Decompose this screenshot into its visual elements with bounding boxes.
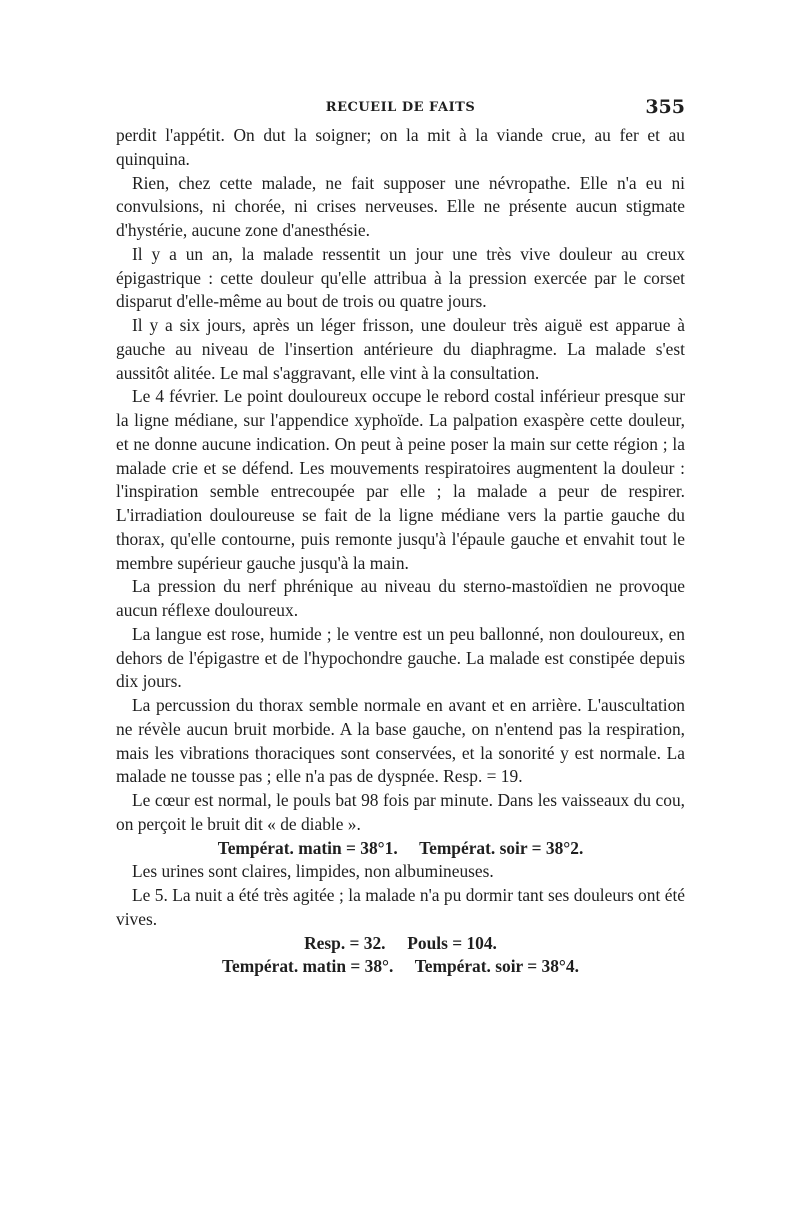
paragraph: Le cœur est normal, le pouls bat 98 fois par minute. Dans les vaisseaux du cou, on perçoit le bruit dit « de diable ». — [116, 790, 685, 834]
running-title: RECUEIL DE FAITS — [325, 100, 476, 115]
temperature-line: Températ. matin = 38°. Températ. soir = 38°4. — [222, 956, 579, 977]
paragraph: Rien, chez cette malade, ne fait supposer une névropathe. Elle n'a eu ni convulsions, ni chorée, ni crises nerveuses. Elle ne présente aucun stigmate d'hystérie, aucune zone d'anesthésie. — [116, 172, 685, 240]
running-head — [116, 96, 685, 124]
document-page — [116, 96, 685, 979]
paragraph: La percussion du thorax semble normale en avant et en arrière. L'auscultation ne révèle aucun bruit morbide. A la base gauche, on n'entend pas la respiration, mais les vibrations thoraciques sont conservées, et la sonorité y est normale. La malade ne tousse pas ; elle n'a pas de dyspnée. Resp. = 19. — [116, 695, 685, 787]
resp-pouls-line: Resp. = 32. Pouls = 104. — [304, 932, 497, 953]
paragraph: Les urines sont claires, limpides, non albumineuses. — [132, 861, 494, 882]
temperature-line: Températ. matin = 38°1. Températ. soir = 38°2. — [217, 837, 584, 858]
paragraph: Le 4 février. Le point douloureux occupe le rebord costal inférieur presque sur la ligne médiane, sur l'appendice xyphoïde. La palpation exaspère cette douleur, et ne donne aucune indication. On peut à peine poser la main sur cette région ; la malade crie et se défend. Les mouvements respiratoires augmentent la douleur : l'inspiration semble entrecoupée par elle ; la malade a peur de respirer. L'irradiation douloureuse se fait de la ligne médiane vers la partie gauche du thorax, qu'elle contourne, puis remonte jusqu'à l'épaule gauche et envahit tout le membre supérieur gauche jusqu'à la main. — [116, 386, 685, 573]
body-text — [116, 124, 685, 979]
paragraph: La langue est rose, humide ; le ventre est un peu ballonné, non douloureux, en dehors de l'épigastre et de l'hypochondre gauche. La malade est constipée depuis dix jours. — [116, 623, 685, 692]
paragraph: Le 5. La nuit a été très agitée ; la malade n'a pu dormir tant ses douleurs ont été vives. — [116, 885, 685, 929]
paragraph: Il y a six jours, après un léger frisson, une douleur très aiguë est apparue à gauche au niveau de l'insertion antérieure du diaphragme. La malade s'est aussitôt alitée. Le mal s'aggravant, elle vint à la consultation. — [116, 315, 685, 383]
paragraph: Il y a un an, la malade ressentit un jour une très vive douleur au creux épigastrique : cette douleur qu'elle attribua à la pression exercée par le corset disparut d'elle-même au bout de trois ou quatre jours. — [116, 243, 685, 312]
paragraph: La pression du nerf phrénique au niveau du sterno-mastoïdien ne provoque aucun réflexe douloureux. — [116, 576, 685, 620]
page-number: 355 — [645, 96, 685, 118]
paragraph-continued: perdit l'appétit. On dut la soigner; on la mit à la viande crue, au fer et au quinquina. — [116, 125, 685, 169]
